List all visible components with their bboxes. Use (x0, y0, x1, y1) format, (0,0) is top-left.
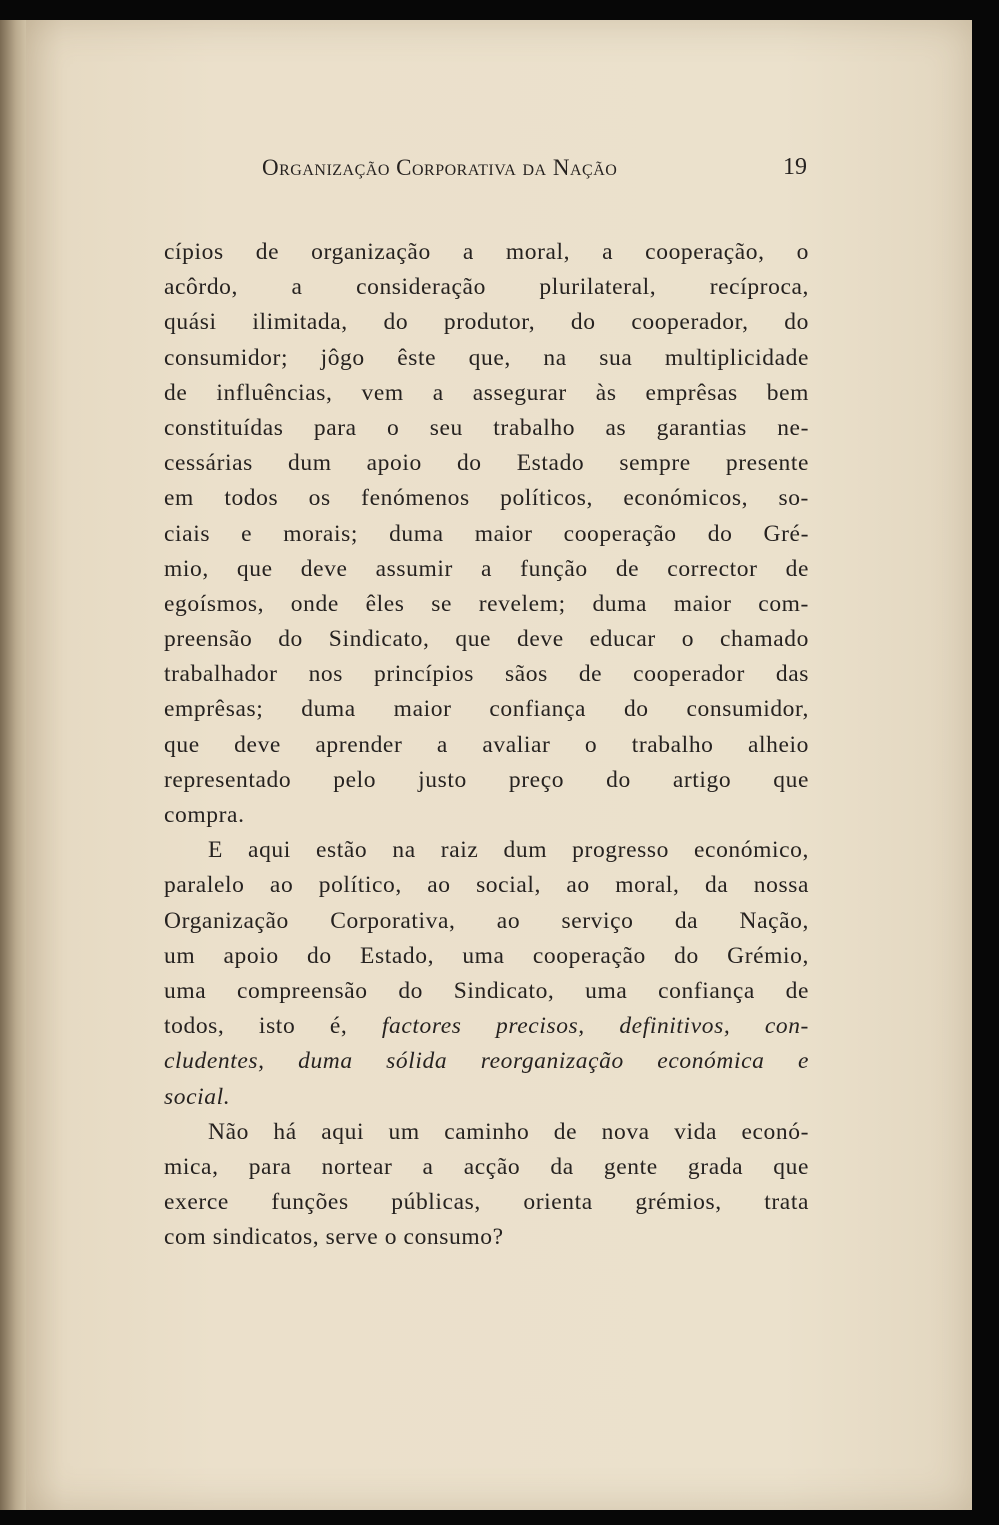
text-line: compra. (164, 802, 245, 828)
text-line: representado pelo justo preço do artigo que (164, 766, 809, 793)
text-line-italic: social. (164, 1083, 231, 1110)
text-roman: todos, isto é, (164, 1013, 382, 1040)
text-line: constituídas para o seu trabalho as garantias ne- (164, 414, 809, 441)
running-head: Organização Corporativa da Nação (262, 155, 618, 180)
page-header (262, 150, 807, 190)
text-line: com sindicatos, serve o consumo? (164, 1224, 504, 1251)
page-number: 19 (783, 154, 807, 180)
text-line: quási ilimitada, do produtor, do cooperador, do (164, 309, 809, 336)
text-line-mixed (164, 1009, 809, 1044)
text-line: preensão do Sindicato, que deve educar o chamado (164, 626, 809, 653)
text-line: uma compreensão do Sindicato, uma confiança de (164, 977, 809, 1004)
text-line: cessárias dum apoio do Estado sempre presente (164, 450, 809, 477)
text-line: E aqui estão na raiz dum progresso económico, (208, 837, 809, 864)
text-line: cípios de organização a moral, a cooperação, o (164, 239, 809, 265)
facing-page-edge (0, 20, 26, 1510)
text-line: paralelo ao político, ao social, ao moral, da nossa (164, 872, 809, 899)
text-line: ciais e morais; duma maior cooperação do Gré- (164, 520, 809, 547)
body-text (164, 235, 809, 1255)
text-line: mica, para nortear a acção da gente grada que (164, 1153, 809, 1180)
text-line: trabalhador nos princípios sãos de cooperador das (164, 661, 809, 688)
text-line: um apoio do Estado, uma cooperação do Grémio, (164, 942, 809, 969)
text-line: Não há aqui um caminho de nova vida econó- (208, 1118, 809, 1145)
text-line: que deve aprender a avaliar o trabalho alheio (164, 731, 809, 758)
text-italic: factores precisos, definitivos, con- (381, 1013, 809, 1040)
text-line: egoísmos, onde êles se revelem; duma maior com- (164, 590, 809, 617)
text-line: de influências, vem a assegurar às emprêsas bem (164, 379, 809, 406)
text-line: Organização Corporativa, ao serviço da Nação, (164, 907, 809, 934)
text-line: em todos os fenómenos políticos, económicos, so- (164, 485, 809, 512)
text-line: consumidor; jôgo êste que, na sua multiplicidade (164, 344, 809, 371)
text-line-italic: cludentes, duma sólida reorganização económica e (164, 1048, 809, 1075)
text-line: emprêsas; duma maior confiança do consumidor, (164, 696, 809, 723)
text-line: acôrdo, a consideração plurilateral, recíproca, (164, 274, 809, 301)
text-line: mio, que deve assumir a função de corrector de (164, 555, 809, 582)
text-line: exerce funções públicas, orienta grémios, trata (164, 1189, 809, 1216)
